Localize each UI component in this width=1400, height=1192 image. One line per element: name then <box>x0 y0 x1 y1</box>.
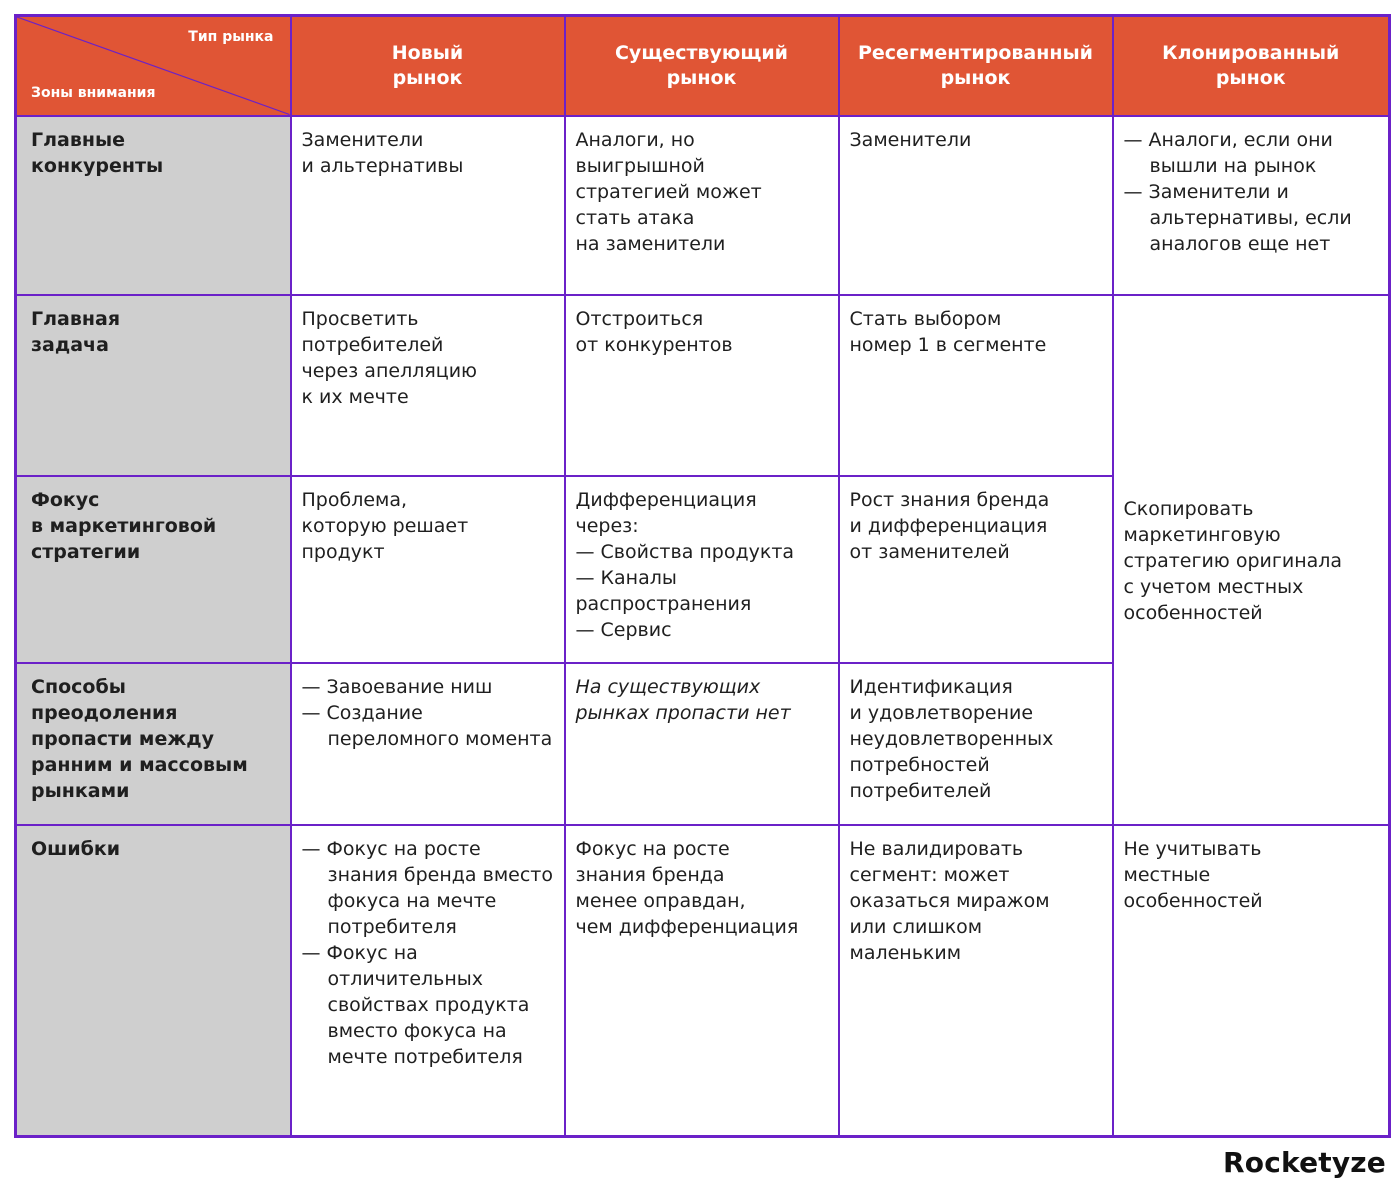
column-header-cloned-market: Клонированный рынок <box>1113 16 1390 116</box>
table-row <box>16 825 1390 1137</box>
table-cell: Заменители и альтернативы <box>291 116 565 295</box>
attention-zones-label: Зоны внимания <box>31 84 156 101</box>
table-cell: — Завоевание ниш — Создание переломного момента <box>291 663 565 825</box>
table-cell: Фокус на росте знания бренда менее оправдан, чем дифференциация <box>565 825 839 1137</box>
merged-cell-cloned-strategy: Скопировать маркетинговую стратегию оригинала с учетом местных особенностей <box>1113 295 1390 825</box>
column-header-existing-market: Существующий рынок <box>565 16 839 116</box>
table-cell: Проблема, которую решает продукт <box>291 476 565 663</box>
table-cell: Рост знания бренда и дифференциация от заменителей <box>839 476 1113 663</box>
table-row <box>16 295 1390 476</box>
table-cell: Отстроиться от конкурентов <box>565 295 839 476</box>
table-cell: Аналоги, но выигрышной стратегией может стать атака на заменители <box>565 116 839 295</box>
market-type-matrix <box>14 14 1391 1138</box>
zone-chasm-crossing: Способы преодоления пропасти между ранним и массовым рынками <box>16 663 291 825</box>
table-row <box>16 116 1390 295</box>
brand-logo: Rocketyze <box>1223 1146 1386 1179</box>
table-cell: Дифференциация через: — Свойства продукта — Каналы распространения — Сервис <box>565 476 839 663</box>
column-header-new-market: Новый рынок <box>291 16 565 116</box>
column-header-resegmented-market: Ресегментированный рынок <box>839 16 1113 116</box>
table-cell: На существующих рынках пропасти нет <box>565 663 839 825</box>
table-cell: Не учитывать местные особенностей <box>1113 825 1390 1137</box>
table-cell: Не валидировать сегмент: может оказаться миражом или слишком маленьким <box>839 825 1113 1137</box>
corner-header-cell <box>16 16 291 116</box>
table-cell: Стать выбором номер 1 в сегменте <box>839 295 1113 476</box>
table-cell: Идентификация и удовлетворение неудовлетворенных потребностей потребителей <box>839 663 1113 825</box>
table-cell: Заменители <box>839 116 1113 295</box>
header-row <box>16 16 1390 116</box>
zone-marketing-focus: Фокус в маркетинговой стратегии <box>16 476 291 663</box>
table-cell: — Фокус на росте знания бренда вместо фокуса на мечте потребителя — Фокус на отличительных свойствах продукта вместо фокуса на мечте потребителя <box>291 825 565 1137</box>
zone-main-competitors: Главные конкуренты <box>16 116 291 295</box>
table-cell: — Аналоги, если они вышли на рынок — Заменители и альтернативы, если аналогов еще нет <box>1113 116 1390 295</box>
zone-mistakes: Ошибки <box>16 825 291 1137</box>
zone-main-task: Главная задача <box>16 295 291 476</box>
table-cell: Просветить потребителей через апелляцию к их мечте <box>291 295 565 476</box>
market-type-label: Тип рынка <box>188 29 274 45</box>
